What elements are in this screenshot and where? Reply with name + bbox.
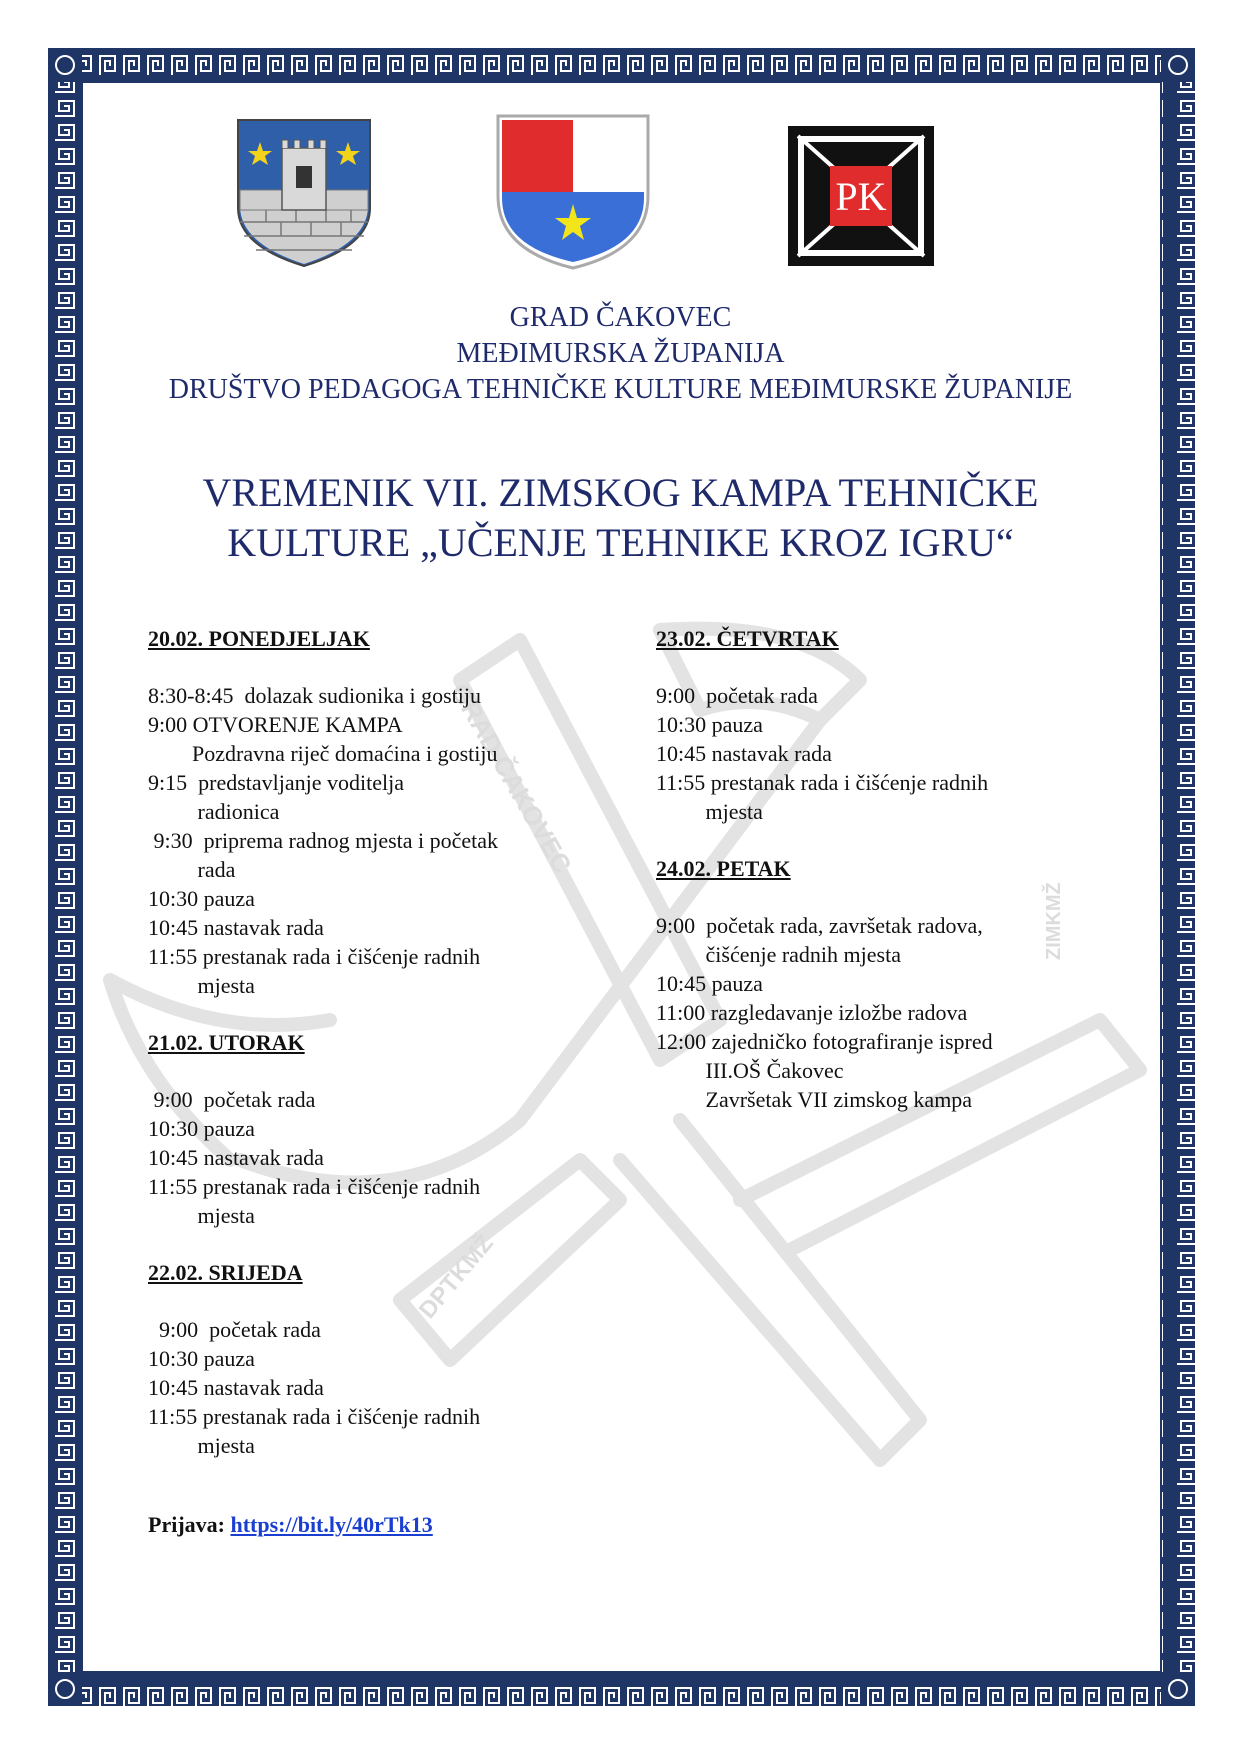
header-county: MEĐIMURSKA ŽUPANIJA xyxy=(456,338,785,369)
schedule-line: 10:30 pauza xyxy=(148,1346,255,1371)
day-monday xyxy=(148,624,618,1000)
day-heading: 20.02. PONEDJELJAK xyxy=(148,626,370,651)
schedule-left-column xyxy=(148,624,618,1488)
schedule-line: 10:45 nastavak rada xyxy=(656,741,832,766)
schedule-line: 11:55 prestanak rada i čišćenje radnih xyxy=(148,944,481,969)
schedule-line: 10:45 nastavak rada xyxy=(148,1145,324,1170)
schedule-line: 10:30 pauza xyxy=(148,886,255,911)
day-lines xyxy=(148,1085,618,1230)
schedule-line: Završetak VII zimskog kampa xyxy=(656,1087,973,1112)
schedule-line: Pozdravna riječ domaćina i gostiju xyxy=(148,741,498,766)
schedule-line: mjesta xyxy=(148,1203,255,1228)
day-lines xyxy=(656,681,1116,826)
header-society: DRUŠTVO PEDAGOGA TEHNIČKE KULTURE MEĐIMURSKE ŽUPANIJE xyxy=(168,374,1073,405)
schedule-line: 9:15 predstavljanje voditelja xyxy=(148,770,404,795)
schedule-line: 10:45 pauza xyxy=(656,971,763,996)
title-line-1: VREMENIK VII. ZIMSKOG KAMPA TEHNIČKE xyxy=(202,470,1039,515)
cakovec-coat-of-arms-logo xyxy=(236,118,372,268)
schedule-line: 11:55 prestanak rada i čišćenje radnih xyxy=(148,1404,481,1429)
schedule-line: mjesta xyxy=(148,973,255,998)
logo-row xyxy=(0,118,1241,278)
schedule-line: 10:30 pauza xyxy=(148,1116,255,1141)
schedule-line: radionica xyxy=(148,799,280,824)
registration-line xyxy=(148,1510,433,1539)
page-title xyxy=(60,468,1181,568)
day-heading: 23.02. ČETVRTAK xyxy=(656,626,839,651)
header-city: GRAD ČAKOVEC xyxy=(509,302,732,333)
day-lines xyxy=(148,1315,618,1460)
registration-label: Prijava: xyxy=(148,1512,225,1537)
schedule-line: 10:30 pauza xyxy=(656,712,763,737)
schedule-line: 10:45 nastavak rada xyxy=(148,1375,324,1400)
watermark-text-city: GRAD ČAKOVEC xyxy=(444,678,578,879)
schedule-line: 10:45 nastavak rada xyxy=(148,915,324,940)
schedule-line: mjesta xyxy=(656,799,763,824)
schedule-line: mjesta xyxy=(148,1433,255,1458)
day-lines xyxy=(148,681,618,1000)
schedule-line: 9:30 priprema radnog mjesta i početak xyxy=(148,828,499,853)
day-friday xyxy=(656,854,1116,1114)
day-heading: 21.02. UTORAK xyxy=(148,1030,305,1055)
pk-technical-culture-logo xyxy=(788,126,934,266)
schedule-line: 11:00 razgledavanje izložbe radova xyxy=(656,1000,968,1025)
watermark-text-zimkmz: ZIMKMŽ xyxy=(1043,882,1065,960)
registration-link[interactable]: https://bit.ly/40rTk13 xyxy=(230,1512,433,1537)
medimurje-county-coat-of-arms-logo xyxy=(494,112,652,270)
day-heading: 24.02. PETAK xyxy=(656,856,791,881)
day-thursday xyxy=(656,624,1116,826)
schedule-line: 9:00 početak rada xyxy=(148,1317,321,1342)
schedule-line: 9:00 početak rada xyxy=(656,683,818,708)
day-lines xyxy=(656,911,1116,1114)
pk-logo-text: PK xyxy=(835,174,887,219)
schedule-line: 9:00 OTVORENJE KAMPA xyxy=(148,712,403,737)
schedule-line: čišćenje radnih mjesta xyxy=(656,942,901,967)
day-heading: 22.02. SRIJEDA xyxy=(148,1260,303,1285)
schedule-line: 9:00 početak rada xyxy=(148,1087,316,1112)
schedule-line: 11:55 prestanak rada i čišćenje radnih xyxy=(656,770,989,795)
schedule-line: 8:30-8:45 dolazak sudionika i gostiju xyxy=(148,683,482,708)
schedule-right-column xyxy=(656,624,1116,1142)
schedule-line: 11:55 prestanak rada i čišćenje radnih xyxy=(148,1174,481,1199)
organizers-header xyxy=(60,300,1181,408)
title-line-2: KULTURE „UČENJE TEHNIKE KROZ IGRU“ xyxy=(227,520,1014,565)
schedule-line: 9:00 početak rada, završetak radova, xyxy=(656,913,983,938)
schedule-line: 12:00 zajedničko fotografiranje ispred xyxy=(656,1029,993,1054)
day-wednesday xyxy=(148,1258,618,1460)
day-tuesday xyxy=(148,1028,618,1230)
schedule-line: rada xyxy=(148,857,236,882)
schedule-line: III.OŠ Čakovec xyxy=(656,1058,844,1083)
watermark-text-dptkmz: DPTKMŽ xyxy=(413,1229,499,1324)
